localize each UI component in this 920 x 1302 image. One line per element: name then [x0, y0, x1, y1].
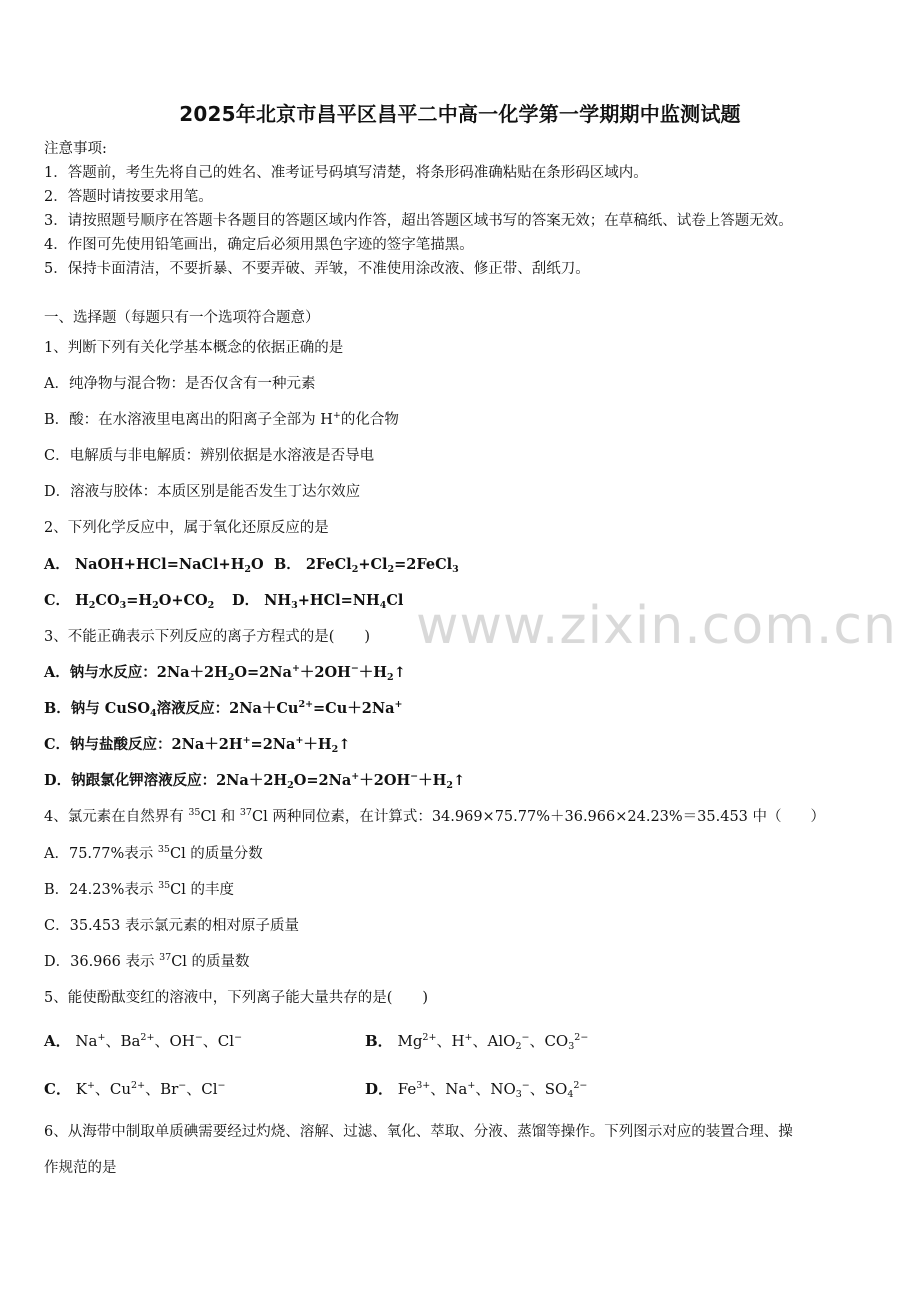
q5-stem — [44, 988, 428, 1008]
q3-option-a: A．钠与水反应：$2Na+2H_2O=2Na^++2OH^-+H_2↑$ — [44, 663, 406, 683]
q2-a-label: A． — [44, 556, 70, 573]
q3-b-label: B．钠与 CuSO — [44, 700, 150, 717]
q4-stem-mid2: Cl 两种同位素，在计算式：34.969×75.77%＋36.966×24.23%＝35.453 中（ ） — [251, 809, 826, 825]
q5-c-label: C． — [44, 1080, 71, 1098]
q4-b-pre: B．24.23%表示 — [44, 882, 159, 898]
q5-stem-text: 5、能使酚酞变红的溶液中，下列离子能大量共存的是( — [44, 990, 393, 1006]
q2-option-a: A． $NaOH+HCl=NaCl+H_2O$ — [44, 556, 264, 575]
q3-stem-close: ) — [364, 629, 371, 645]
q1-option-a: A．纯净物与混合物：是否仅含有一种元素 — [44, 376, 316, 392]
q3-c-label: C．钠与盐酸反应： — [44, 736, 172, 753]
q3-option-d: D．钠跟氯化钾溶液反应：$2Na+2H_2O=2Na^++2OH^-+H_2↑$ — [44, 771, 466, 791]
q1-b-post: 的化合物 — [340, 412, 399, 428]
section-heading: 一、选择题（每题只有一个选项符合题意） — [44, 310, 320, 326]
q5-option-d: D． $Fe^{3+}$、Na+、$NO_3^-$、$SO_4^{2-}$ — [365, 1080, 588, 1100]
q2-option-d: D． $NH_3+HCl=NH_4Cl$ — [232, 592, 404, 611]
q6-stem-line2: 作规范的是 — [44, 1160, 117, 1176]
notice-heading: 注意事项: — [44, 141, 107, 157]
q2-stem: 2、下列化学反应中，属于氧化还原反应的是 — [44, 520, 329, 536]
q4-option-b: B．24.23%表示 $^{35}$Cl 的丰度 — [44, 880, 234, 898]
q4-option-d: D．36.966 表示 $^{37}$Cl 的质量数 — [44, 952, 250, 970]
q3-d-label: D．钠跟氯化钾溶液反应： — [44, 772, 217, 789]
q3-option-b: B．钠与 CuSO$_4$溶液反应：$2Na+Cu^{2+}=Cu+2Na^+$ — [44, 699, 403, 719]
q4-a-post: Cl 的质量分数 — [169, 846, 263, 862]
q1-option-b — [44, 410, 399, 430]
q1-b-text: B．酸：在水溶液里电离出的阳离子全部为 H — [44, 412, 333, 428]
notice-item-3: 3．请按照题号顺序在答题卡各题目的答题区域内作答，超出答题区域书写的答案无效；在草稿纸、试卷上答题无效。 — [44, 213, 793, 229]
notice-item-1: 1．答题前，考生先将自己的姓名、准考证号码填写清楚，将条形码准确粘贴在条形码区域内。 — [44, 165, 648, 181]
q4-option-a: A．75.77%表示 $^{35}$Cl 的质量分数 — [44, 844, 263, 862]
watermark: www.zixin.com.cn — [416, 596, 897, 656]
page-title: 2025年北京市昌平区昌平二中高一化学第一学期期中监测试题 — [179, 102, 741, 126]
q1-option-c: C．电解质与非电解质：辨别依据是水溶液是否导电 — [44, 448, 375, 464]
notice-item-5: 5．保持卡面清洁，不要折暴、不要弄破、弄皱，不准使用涂改液、修正带、刮纸刀。 — [44, 261, 590, 277]
q5-d-label: D． — [365, 1080, 394, 1098]
q1-option-d: D．溶液与胶体：本质区别是能否发生丁达尔效应 — [44, 484, 361, 500]
q1-stem: 1、判断下列有关化学基本概念的依据正确的是 — [44, 340, 344, 356]
q2-c-label: C． — [44, 592, 71, 609]
q1-b-sup: + — [332, 410, 341, 421]
q3-stem — [44, 627, 370, 647]
notice-item-4: 4．作图可先使用铅笔画出，确定后必须用黑色字迹的签字笔描黑。 — [44, 237, 474, 253]
q4-stem-mid1: Cl 和 — [200, 809, 240, 825]
q5-option-c: C． K+、$Cu^{2+}$、Br−、Cl− — [44, 1080, 226, 1098]
q4-option-c: C．35.453 表示氯元素的相对原子质量 — [44, 918, 299, 934]
q4-stem-pre: 4、氯元素在自然界有 — [44, 809, 189, 825]
q2-b-label: B． — [274, 556, 301, 573]
q5-a-label: A． — [44, 1032, 71, 1050]
q5-option-b: B． $Mg^{2+}$、H+、AlO$_2$−、$CO_3^{2-}$ — [365, 1032, 589, 1052]
q2-option-c: C． $H_2CO_3=H_2O+CO_2$ — [44, 592, 215, 611]
q3-a-label: A．钠与水反应： — [44, 664, 157, 681]
q6-stem-line1: 6、从海带中制取单质碘需要经过灼烧、溶解、过滤、氧化、萃取、分液、蒸馏等操作。下列图示对应的装置合理、操 — [44, 1124, 793, 1140]
q3-stem-text: 3、不能正确表示下列反应的离子方程式的是( — [44, 629, 335, 645]
q5-b-label: B． — [365, 1032, 393, 1050]
q4-a-pre: A．75.77%表示 — [44, 846, 158, 862]
q5-stem-close: ) — [422, 990, 429, 1006]
q4-d-post: Cl 的质量数 — [171, 954, 250, 970]
q5-option-a: A． Na+、$Ba^{2+}$、OH−、Cl− — [44, 1032, 243, 1050]
q3-option-c: C．钠与盐酸反应：$2Na+2H^+=2Na^++H_2↑$ — [44, 735, 351, 755]
notice-item-2: 2．答题时请按要求用笔。 — [44, 189, 213, 205]
q2-option-b: B． $2FeCl_2+Cl_2=2FeCl_3$ — [274, 556, 459, 575]
q4-stem: 4、氯元素在自然界有 $^{35}$Cl 和 $^{37}$Cl 两种同位素，在计算式：34.969×75.77%＋36.966×24.23%＝35.453 中（ ） — [44, 807, 826, 825]
q4-d-pre: D．36.966 表示 — [44, 954, 160, 970]
q3-b-mid: 溶液反应： — [156, 700, 230, 717]
q2-d-label: D． — [232, 592, 260, 609]
q4-b-post: Cl 的丰度 — [170, 882, 234, 898]
